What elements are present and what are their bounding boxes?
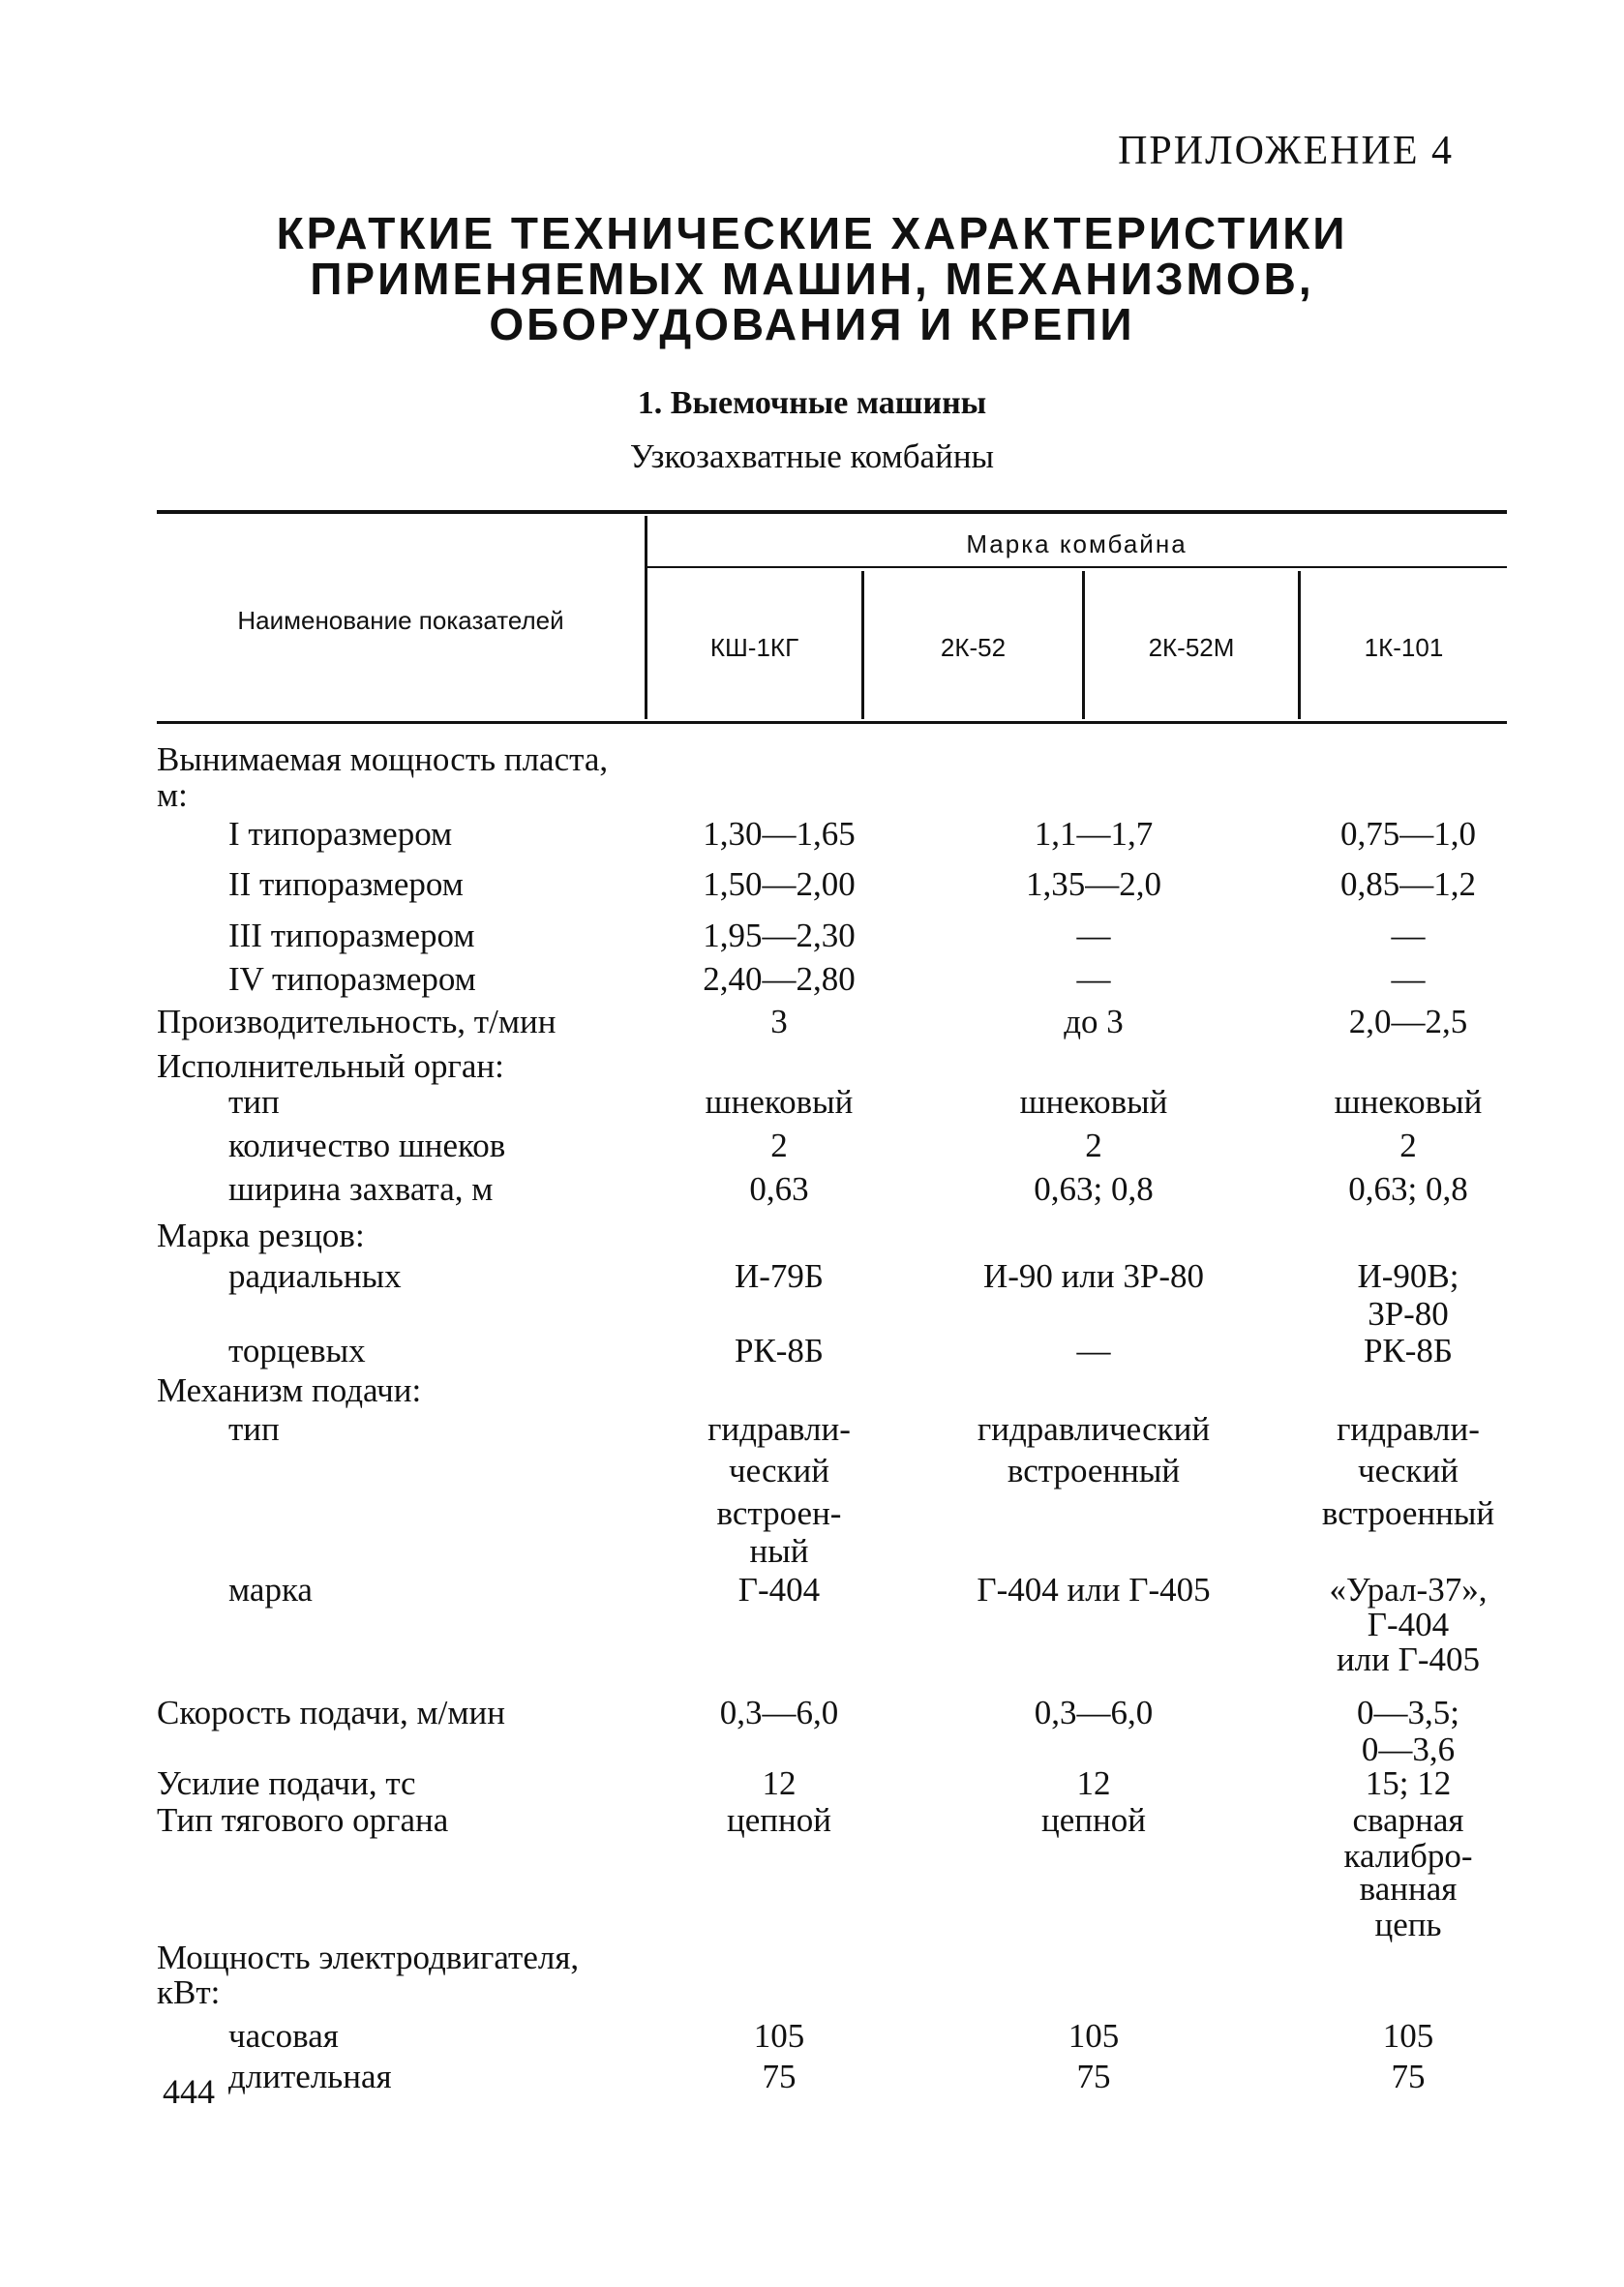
table-cell: РК-8Б: [1363, 1332, 1454, 1369]
page-number: 444: [163, 2072, 215, 2111]
row-label: радиальных: [228, 1257, 402, 1295]
group-header-rule: [647, 566, 1507, 568]
group-column-header: Марка комбайна: [966, 529, 1188, 558]
row-label: II типоразмером: [228, 865, 464, 903]
table-cell: цепной: [1041, 1801, 1146, 1839]
table-cell: И-90 или 3Р-80: [983, 1257, 1204, 1295]
row-label: Мощность электродвигателя,: [157, 1939, 580, 1976]
table-cell: Г-404: [737, 1571, 821, 1609]
title-line-3: ОБОРУДОВАНИЯ И КРЕПИ: [489, 299, 1135, 349]
row-label: тип: [228, 1083, 280, 1121]
table-cell: 2: [1399, 1127, 1417, 1164]
table-cell: 75: [762, 2058, 797, 2095]
table-cell: И-79Б: [734, 1257, 825, 1295]
table-cell: И-90В;: [1357, 1257, 1459, 1295]
row-label: кВт:: [157, 1973, 221, 2011]
table-cell: 3: [770, 1003, 788, 1040]
table-header-bottom-rule: [157, 721, 1507, 724]
row-label: I типоразмером: [228, 815, 453, 853]
table-cell: 1,35—2,0: [1026, 865, 1161, 903]
table-cell: встроенный: [1321, 1494, 1495, 1532]
table-cell: гидравли-: [707, 1410, 851, 1448]
row-label: марка: [228, 1571, 313, 1609]
table-cell: 0,63: [749, 1170, 809, 1208]
column-header-2k52: 2К-52: [940, 633, 1007, 662]
param-column-header: Наименование показателей: [237, 606, 564, 635]
table-cell: калибро-: [1343, 1837, 1473, 1875]
table-cell: 1,1—1,7: [1034, 815, 1154, 853]
table-cell: шнековый: [1334, 1083, 1483, 1121]
table-cell: 0,63; 0,8: [1348, 1170, 1468, 1208]
table-cell: —: [1076, 917, 1111, 954]
row-label: Усилие подачи, тс: [157, 1764, 416, 1802]
table-cell: Г-404: [1367, 1606, 1450, 1643]
row-label: тип: [228, 1410, 280, 1448]
table-cell: гидравли-: [1337, 1410, 1480, 1448]
table-cell: встроенный: [1007, 1452, 1181, 1490]
table-cell: 0,75—1,0: [1340, 815, 1476, 853]
table-cell: 105: [753, 2017, 805, 2055]
row-label: ширина захвата, м: [228, 1170, 494, 1208]
table-cell: —: [1391, 917, 1426, 954]
row-label: количество шнеков: [228, 1127, 506, 1164]
table-cell: 0,3—6,0: [719, 1694, 839, 1731]
row-label: длительная: [228, 2058, 392, 2095]
table-cell: ческий: [728, 1452, 829, 1490]
table-cell: —: [1076, 960, 1111, 998]
table-cell: или Г-405: [1336, 1640, 1481, 1678]
table-cell: 1,50—2,00: [703, 865, 856, 903]
table-top-rule: [157, 510, 1507, 514]
title-line-2: ПРИМЕНЯЕМЫХ МАШИН, МЕХАНИЗМОВ,: [310, 254, 1314, 304]
table-cell: цепной: [727, 1801, 831, 1839]
table-cell: Г-404 или Г-405: [977, 1571, 1211, 1609]
table-cell: 3Р-80: [1368, 1295, 1449, 1333]
row-label: Вынимаемая мощность пласта,: [157, 740, 609, 778]
table-cell: 105: [1068, 2017, 1120, 2055]
table-cell: 2: [770, 1127, 788, 1164]
table-cell: 15; 12: [1365, 1764, 1452, 1802]
table-cell: шнековый: [1019, 1083, 1168, 1121]
table-cell: 0,3—6,0: [1034, 1694, 1154, 1731]
section-heading: 1. Выемочные машины: [637, 385, 987, 421]
row-label: IV типоразмером: [228, 960, 476, 998]
table-cell: 0—3,6: [1361, 1730, 1456, 1768]
table-cell: ванная: [1359, 1870, 1458, 1908]
table-cell: «Урал-37»,: [1329, 1571, 1488, 1609]
row-label: Марка резцов:: [157, 1217, 365, 1254]
row-label: часовая: [228, 2017, 339, 2055]
table-cell: 1,30—1,65: [703, 815, 856, 853]
appendix-label: ПРИЛОЖЕНИЕ 4: [1118, 129, 1454, 173]
row-label: III типоразмером: [228, 917, 475, 954]
table-cell: 12: [762, 1764, 797, 1802]
row-label: Тип тягового органа: [157, 1801, 449, 1839]
table-cell: 75: [1076, 2058, 1111, 2095]
row-label: Исполнительный орган:: [157, 1047, 504, 1085]
table-cell: сварная: [1352, 1801, 1464, 1839]
table-cell: ный: [749, 1532, 809, 1570]
table-cell: 105: [1382, 2017, 1434, 2055]
row-label: торцевых: [228, 1332, 366, 1369]
table-cell: ческий: [1357, 1452, 1459, 1490]
table-cell: 2,40—2,80: [703, 960, 856, 998]
table-cell: 12: [1076, 1764, 1111, 1802]
row-label: Производительность, т/мин: [157, 1003, 556, 1040]
table-cell: 0,63; 0,8: [1034, 1170, 1154, 1208]
column-header-1k101: 1К-101: [1364, 633, 1444, 662]
table-cell: 0,85—1,2: [1340, 865, 1476, 903]
table-cell: до 3: [1064, 1003, 1124, 1040]
table-cell: 0—3,5;: [1357, 1694, 1459, 1731]
row-label: Скорость подачи, м/мин: [157, 1694, 505, 1731]
column-header-2k52m: 2К-52М: [1148, 633, 1235, 662]
table-cell: цепь: [1374, 1906, 1442, 1943]
table-cell: шнековый: [705, 1083, 854, 1121]
table-cell: РК-8Б: [734, 1332, 825, 1369]
table-cell: —: [1076, 1332, 1111, 1369]
table-cell: —: [1391, 960, 1426, 998]
row-label: Механизм подачи:: [157, 1371, 422, 1409]
row-label: м:: [157, 776, 188, 814]
table-cell: встроен-: [716, 1494, 842, 1532]
table-cell: 1,95—2,30: [703, 917, 856, 954]
title-line-1: КРАТКИЕ ТЕХНИЧЕСКИЕ ХАРАКТЕРИСТИКИ: [276, 208, 1348, 258]
column-header-kshe: КШ-1КГ: [709, 633, 799, 662]
table-cell: 75: [1391, 2058, 1426, 2095]
table-cell: 2,0—2,5: [1348, 1003, 1468, 1040]
subsection-heading: Узкозахватные комбайны: [629, 437, 995, 475]
table-cell: 2: [1085, 1127, 1102, 1164]
table-cell: гидравлический: [977, 1410, 1211, 1448]
page-title: [0, 208, 1624, 349]
